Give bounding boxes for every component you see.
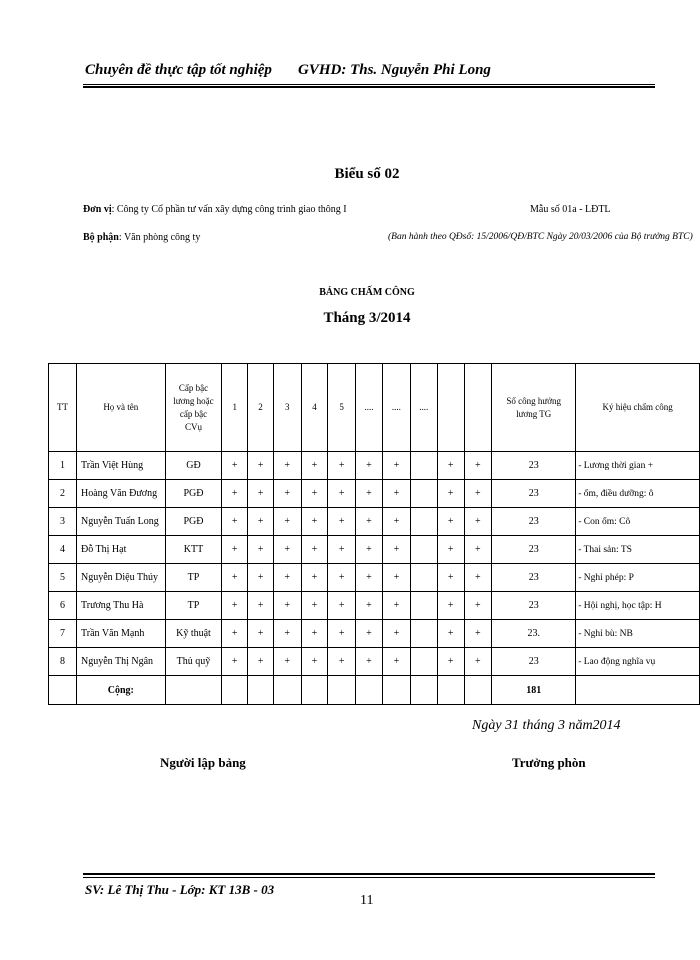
table-cell: 23: [492, 480, 576, 508]
attendance-table: [48, 363, 700, 705]
table-cell: +: [301, 508, 328, 536]
table-cell: +: [437, 620, 464, 648]
department-label: Bộ phận: [83, 232, 119, 243]
note-cell: - Lao động nghĩa vụ: [576, 648, 700, 676]
table-cell: [464, 676, 492, 705]
note-cell: - ốm, điều dưỡng: ô: [576, 480, 700, 508]
table-cell: +: [356, 508, 383, 536]
table-cell: +: [328, 592, 356, 620]
note-cell: - Nghỉ phép: P: [576, 564, 700, 592]
table-row: [49, 480, 700, 508]
table-cell: PGĐ: [165, 480, 222, 508]
table-cell: [410, 648, 437, 676]
table-cell: [382, 676, 410, 705]
table-cell: +: [222, 508, 248, 536]
table-cell: 3: [49, 508, 77, 536]
note-cell: - Nghỉ bù: NB: [576, 620, 700, 648]
table-cell: +: [382, 648, 410, 676]
header-cell: 3: [273, 364, 301, 452]
table-cell: +: [273, 452, 301, 480]
table-header-row: [49, 364, 700, 452]
unit-value: : Công ty Cổ phần tư vấn xây dựng công trình giao thông I: [111, 204, 347, 215]
header-cell: 4: [301, 364, 328, 452]
unit-line: [83, 204, 347, 215]
table-cell: TP: [165, 564, 222, 592]
table-cell: +: [356, 648, 383, 676]
table-cell: 8: [49, 648, 77, 676]
name-cell: Trần Văn Mạnh: [77, 620, 166, 648]
table-cell: +: [248, 480, 274, 508]
header-cell: Số công hưởng lương TG: [492, 364, 576, 452]
name-cell: Nguyễn Tuấn Long: [77, 508, 166, 536]
table-cell: +: [464, 536, 492, 564]
table-cell: 7: [49, 620, 77, 648]
table-cell: +: [273, 592, 301, 620]
table-cell: +: [248, 536, 274, 564]
table-cell: +: [356, 452, 383, 480]
department-line: [83, 232, 200, 243]
table-cell: +: [222, 452, 248, 480]
table-cell: [301, 676, 328, 705]
table-cell: [410, 508, 437, 536]
table-row: [49, 452, 700, 480]
table-body: [49, 452, 700, 705]
table-cell: +: [328, 648, 356, 676]
name-cell: Nguyễn Thị Ngân: [77, 648, 166, 676]
table-row: [49, 592, 700, 620]
table-cell: [410, 676, 437, 705]
table-cell: [222, 676, 248, 705]
table-cell: +: [328, 536, 356, 564]
table-cell: +: [248, 508, 274, 536]
table-cell: 4: [49, 536, 77, 564]
table-cell: +: [248, 592, 274, 620]
table-cell: 23.: [492, 620, 576, 648]
header-cell: TT: [49, 364, 77, 452]
table-cell: +: [328, 452, 356, 480]
header-cell: 1: [222, 364, 248, 452]
footer-rule: [83, 877, 655, 878]
header-left-title: Chuyên đề thực tập tốt nghiệp: [85, 62, 272, 78]
header-cell: 2: [248, 364, 274, 452]
note-cell: - Lương thời gian +: [576, 452, 700, 480]
table-cell: [437, 676, 464, 705]
table-cell: +: [222, 564, 248, 592]
table-cell: Thủ quỹ: [165, 648, 222, 676]
table-row: [49, 564, 700, 592]
table-cell: 6: [49, 592, 77, 620]
header-rule: [83, 84, 655, 85]
table-cell: 23: [492, 648, 576, 676]
table-cell: [410, 452, 437, 480]
table-cell: +: [464, 648, 492, 676]
table-cell: +: [273, 648, 301, 676]
table-cell: +: [464, 592, 492, 620]
header-rule-thick: [83, 86, 655, 88]
note-cell: - Con ốm: Cô: [576, 508, 700, 536]
header-cell: 5: [328, 364, 356, 452]
header-cell: [437, 364, 464, 452]
month-title: Tháng 3/2014: [323, 310, 411, 326]
table-cell: [328, 676, 356, 705]
form-title: Biểu số 02: [334, 166, 400, 182]
table-cell: +: [328, 480, 356, 508]
table-cell: +: [301, 536, 328, 564]
note-cell: - Hội nghị, học tập: H: [576, 592, 700, 620]
name-cell: Trương Thu Hà: [77, 592, 166, 620]
table-cell: +: [382, 536, 410, 564]
table-cell: +: [356, 536, 383, 564]
table-cell: +: [437, 452, 464, 480]
table-cell: +: [437, 592, 464, 620]
table-cell: 5: [49, 564, 77, 592]
table-cell: +: [273, 536, 301, 564]
table-cell: KTT: [165, 536, 222, 564]
sheet-title: BẢNG CHẤM CÔNG: [319, 287, 415, 298]
table-cell: +: [301, 564, 328, 592]
table-cell: [410, 564, 437, 592]
table-cell: 1: [49, 452, 77, 480]
table-row: [49, 648, 700, 676]
table-cell: PGĐ: [165, 508, 222, 536]
table-cell: +: [464, 452, 492, 480]
table-cell: +: [464, 508, 492, 536]
total-row: [49, 676, 700, 705]
department-value: : Văn phòng công ty: [118, 232, 201, 243]
table-cell: +: [464, 564, 492, 592]
table-cell: +: [328, 620, 356, 648]
header-cell: [464, 364, 492, 452]
table-cell: +: [382, 564, 410, 592]
table-cell: +: [382, 592, 410, 620]
table-cell: +: [273, 508, 301, 536]
table-cell: 23: [492, 592, 576, 620]
table-cell: +: [248, 564, 274, 592]
table-cell: +: [382, 620, 410, 648]
table-cell: +: [301, 592, 328, 620]
table-cell: +: [301, 620, 328, 648]
table-row: [49, 536, 700, 564]
signer-left: Người lập bảng: [160, 755, 246, 770]
table-cell: +: [222, 536, 248, 564]
table-cell: [49, 676, 77, 705]
table-cell: +: [248, 620, 274, 648]
table-cell: 23: [492, 536, 576, 564]
header-cell: Họ và tên: [77, 364, 166, 452]
table-cell: +: [222, 620, 248, 648]
date-line: Ngày 31 tháng 3 năm2014: [472, 718, 621, 733]
table-cell: +: [382, 452, 410, 480]
table-cell: +: [248, 648, 274, 676]
table-cell: [273, 676, 301, 705]
name-cell: Trần Việt Hùng: [77, 452, 166, 480]
table-cell: +: [356, 620, 383, 648]
table-cell: +: [248, 452, 274, 480]
form-code: Mẫu số 01a - LĐTL: [530, 204, 611, 215]
name-cell: Đỗ Thị Hạt: [77, 536, 166, 564]
table-cell: [410, 480, 437, 508]
name-cell: Nguyễn Diệu Thúy: [77, 564, 166, 592]
table-cell: +: [437, 564, 464, 592]
header-cell: Cấp bậc lương hoặc cấp bậc CVụ: [165, 364, 222, 452]
table-cell: [165, 676, 222, 705]
table-cell: TP: [165, 592, 222, 620]
table-cell: +: [301, 452, 328, 480]
table-cell: +: [437, 480, 464, 508]
signer-right: Trưởng phòn: [512, 755, 586, 770]
table-cell: +: [356, 480, 383, 508]
name-cell: Hoàng Văn Đương: [77, 480, 166, 508]
table-cell: +: [382, 480, 410, 508]
issued-note: (Ban hành theo QĐsố: 15/2006/QĐ/BTC Ngày 20/03/2006 của Bộ trưởng BTC): [388, 232, 693, 242]
table-cell: 23: [492, 508, 576, 536]
table-cell: Kỹ thuật: [165, 620, 222, 648]
header-cell: ....: [410, 364, 437, 452]
table-row: [49, 508, 700, 536]
table-cell: +: [464, 480, 492, 508]
footer-student: SV: Lê Thị Thu - Lớp: KT 13B - 03: [85, 882, 275, 897]
table-cell: [410, 592, 437, 620]
header-supervisor: GVHD: Ths. Nguyễn Phi Long: [298, 62, 491, 78]
table-cell: +: [222, 592, 248, 620]
table-cell: +: [222, 648, 248, 676]
footer-rule-thick: [83, 873, 655, 875]
table-cell: +: [222, 480, 248, 508]
note-cell: - Thai sản: TS: [576, 536, 700, 564]
table-cell: +: [328, 564, 356, 592]
table-cell: +: [464, 620, 492, 648]
table-cell: 2: [49, 480, 77, 508]
unit-label: Đơn vị: [83, 204, 112, 215]
table-cell: +: [301, 480, 328, 508]
table-cell: +: [356, 592, 383, 620]
header-cell: ....: [356, 364, 383, 452]
table-cell: +: [437, 508, 464, 536]
table-cell: +: [356, 564, 383, 592]
table-cell: +: [328, 508, 356, 536]
table-cell: +: [273, 480, 301, 508]
table-cell: +: [273, 564, 301, 592]
name-cell: Cộng:: [77, 676, 166, 705]
page-number: 11: [360, 893, 374, 908]
header-cell: Ký hiệu chấm công: [576, 364, 700, 452]
table-cell: +: [301, 648, 328, 676]
table-cell: 23: [492, 452, 576, 480]
table-cell: +: [437, 648, 464, 676]
table-cell: +: [382, 508, 410, 536]
table-cell: +: [273, 620, 301, 648]
table-cell: [356, 676, 383, 705]
table-row: [49, 620, 700, 648]
table-cell: 23: [492, 564, 576, 592]
header-cell: ....: [382, 364, 410, 452]
table-cell: [410, 536, 437, 564]
table-cell: 181: [492, 676, 576, 705]
table-cell: +: [437, 536, 464, 564]
table-cell: [410, 620, 437, 648]
note-cell: [576, 676, 700, 705]
table-cell: [248, 676, 274, 705]
table-cell: GĐ: [165, 452, 222, 480]
